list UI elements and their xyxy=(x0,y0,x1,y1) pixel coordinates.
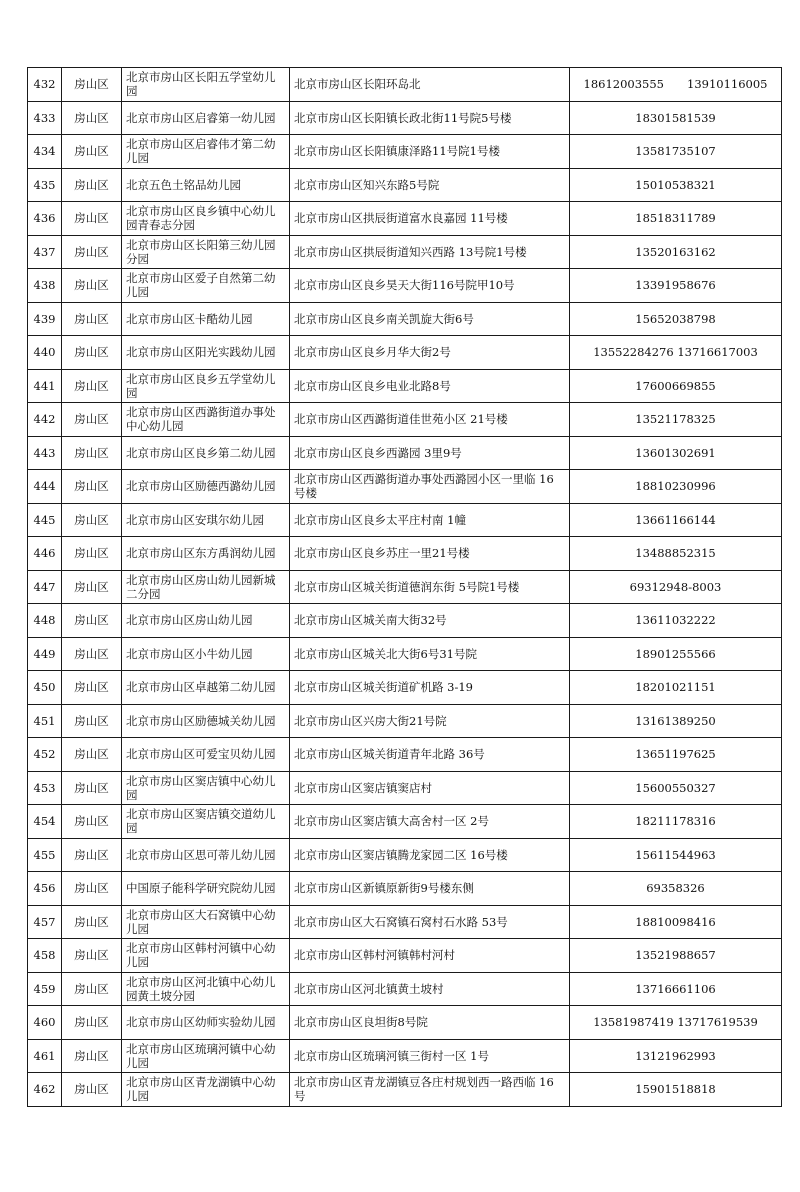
phone-cell: 13651197625 xyxy=(570,738,782,772)
address-cell: 北京市房山区城关北大街6号31号院 xyxy=(290,637,570,671)
kindergarten-name: 北京市房山区长阳第三幼儿园分园 xyxy=(122,235,290,269)
table-row xyxy=(28,570,782,604)
row-number: 459 xyxy=(28,972,62,1006)
address-cell: 北京市房山区琉璃河镇三街村一区 1号 xyxy=(290,1039,570,1073)
kindergarten-name: 北京市房山区思可蒂儿幼儿园 xyxy=(122,838,290,872)
address-cell: 北京市房山区城关街道青年北路 36号 xyxy=(290,738,570,772)
kindergarten-name: 北京市房山区启睿第一幼儿园 xyxy=(122,101,290,135)
row-number: 445 xyxy=(28,503,62,537)
address-cell: 北京市房山区窦店镇腾龙家园二区 16号楼 xyxy=(290,838,570,872)
district-cell: 房山区 xyxy=(62,905,122,939)
kindergarten-name: 北京市房山区爱子自然第二幼儿园 xyxy=(122,269,290,303)
phone-cell: 13661166144 xyxy=(570,503,782,537)
phone-cell: 13552284276 13716617003 xyxy=(570,336,782,370)
district-cell: 房山区 xyxy=(62,604,122,638)
district-cell: 房山区 xyxy=(62,1073,122,1107)
kindergarten-name: 北京市房山区励德西潞幼儿园 xyxy=(122,470,290,504)
phone-cell: 13601302691 xyxy=(570,436,782,470)
kindergarten-name: 北京市房山区安琪尔幼儿园 xyxy=(122,503,290,537)
phone-cell: 69358326 xyxy=(570,872,782,906)
row-number: 440 xyxy=(28,336,62,370)
phone-cell: 18301581539 xyxy=(570,101,782,135)
kindergarten-name: 北京市房山区东方禹润幼儿园 xyxy=(122,537,290,571)
table-row xyxy=(28,1006,782,1040)
kindergarten-name: 北京市房山区阳光实践幼儿园 xyxy=(122,336,290,370)
kindergarten-name: 北京市房山区小牛幼儿园 xyxy=(122,637,290,671)
phone-cell: 15611544963 xyxy=(570,838,782,872)
address-cell: 北京市房山区良乡西潞园 3里9号 xyxy=(290,436,570,470)
phone-cell: 13520163162 xyxy=(570,235,782,269)
table-row xyxy=(28,1039,782,1073)
row-number: 457 xyxy=(28,905,62,939)
district-cell: 房山区 xyxy=(62,436,122,470)
phone-cell: 18201021151 xyxy=(570,671,782,705)
district-cell: 房山区 xyxy=(62,738,122,772)
kindergarten-name: 北京市房山区大石窝镇中心幼儿园 xyxy=(122,905,290,939)
table-row xyxy=(28,671,782,705)
address-cell: 北京市房山区青龙湖镇豆各庄村规划西一路西临 16号 xyxy=(290,1073,570,1107)
address-cell: 北京市房山区良乡昊天大街116号院甲10号 xyxy=(290,269,570,303)
table-row xyxy=(28,838,782,872)
phone-cell: 18211178316 xyxy=(570,805,782,839)
table-row xyxy=(28,436,782,470)
row-number: 443 xyxy=(28,436,62,470)
district-cell: 房山区 xyxy=(62,68,122,102)
table-row xyxy=(28,637,782,671)
table-row xyxy=(28,202,782,236)
phone-cell: 15600550327 xyxy=(570,771,782,805)
phone-cell: 18901255566 xyxy=(570,637,782,671)
table-row xyxy=(28,168,782,202)
row-number: 447 xyxy=(28,570,62,604)
address-cell: 北京市房山区良乡电业北路8号 xyxy=(290,369,570,403)
address-cell: 北京市房山区城关街道德润东街 5号院1号楼 xyxy=(290,570,570,604)
district-cell: 房山区 xyxy=(62,805,122,839)
kindergarten-name: 北京市房山区河北镇中心幼儿园黄土坡分园 xyxy=(122,972,290,1006)
kindergarten-name: 北京市房山区良乡镇中心幼儿园青春志分园 xyxy=(122,202,290,236)
row-number: 452 xyxy=(28,738,62,772)
table-row xyxy=(28,302,782,336)
district-cell: 房山区 xyxy=(62,503,122,537)
row-number: 450 xyxy=(28,671,62,705)
address-cell: 北京市房山区良乡苏庄一里21号楼 xyxy=(290,537,570,571)
table-row xyxy=(28,470,782,504)
kindergarten-name: 中国原子能科学研究院幼儿园 xyxy=(122,872,290,906)
table-row xyxy=(28,738,782,772)
address-cell: 北京市房山区韩村河镇韩村河村 xyxy=(290,939,570,973)
table-row xyxy=(28,403,782,437)
kindergarten-name: 北京市房山区窦店镇中心幼儿园 xyxy=(122,771,290,805)
table-row xyxy=(28,235,782,269)
table-row xyxy=(28,135,782,169)
row-number: 438 xyxy=(28,269,62,303)
address-cell: 北京市房山区窦店镇窦店村 xyxy=(290,771,570,805)
table-row xyxy=(28,905,782,939)
district-cell: 房山区 xyxy=(62,972,122,1006)
address-cell: 北京市房山区新镇原新街9号楼东侧 xyxy=(290,872,570,906)
address-cell: 北京市房山区城关南大街32号 xyxy=(290,604,570,638)
address-cell: 北京市房山区大石窝镇石窝村石水路 53号 xyxy=(290,905,570,939)
district-cell: 房山区 xyxy=(62,838,122,872)
row-number: 460 xyxy=(28,1006,62,1040)
row-number: 432 xyxy=(28,68,62,102)
table-body xyxy=(28,68,782,1107)
row-number: 456 xyxy=(28,872,62,906)
phone-cell: 17600669855 xyxy=(570,369,782,403)
table-row xyxy=(28,269,782,303)
table-row xyxy=(28,604,782,638)
district-cell: 房山区 xyxy=(62,369,122,403)
phone-cell: 13121962993 xyxy=(570,1039,782,1073)
district-cell: 房山区 xyxy=(62,269,122,303)
phone-cell: 15010538321 xyxy=(570,168,782,202)
row-number: 437 xyxy=(28,235,62,269)
kindergarten-name: 北京市房山区房山幼儿园新城二分园 xyxy=(122,570,290,604)
district-cell: 房山区 xyxy=(62,302,122,336)
row-number: 441 xyxy=(28,369,62,403)
district-cell: 房山区 xyxy=(62,939,122,973)
phone-cell: 69312948-8003 xyxy=(570,570,782,604)
district-cell: 房山区 xyxy=(62,168,122,202)
kindergarten-name: 北京市房山区启睿伟才第二幼儿园 xyxy=(122,135,290,169)
phone-cell: 13581987419 13717619539 xyxy=(570,1006,782,1040)
phone-cell: 13391958676 xyxy=(570,269,782,303)
row-number: 435 xyxy=(28,168,62,202)
kindergarten-name: 北京市房山区西潞街道办事处中心幼儿园 xyxy=(122,403,290,437)
district-cell: 房山区 xyxy=(62,704,122,738)
address-cell: 北京市房山区拱辰街道富水良嘉园 11号楼 xyxy=(290,202,570,236)
table-row xyxy=(28,939,782,973)
kindergarten-name: 北京市房山区卡酷幼儿园 xyxy=(122,302,290,336)
district-cell: 房山区 xyxy=(62,537,122,571)
table-row xyxy=(28,503,782,537)
kindergarten-name: 北京五色土铭品幼儿园 xyxy=(122,168,290,202)
row-number: 455 xyxy=(28,838,62,872)
district-cell: 房山区 xyxy=(62,771,122,805)
address-cell: 北京市房山区长阳环岛北 xyxy=(290,68,570,102)
table-row xyxy=(28,972,782,1006)
phone-cell: 13581735107 xyxy=(570,135,782,169)
district-cell: 房山区 xyxy=(62,336,122,370)
table-row xyxy=(28,704,782,738)
district-cell: 房山区 xyxy=(62,872,122,906)
district-cell: 房山区 xyxy=(62,202,122,236)
row-number: 436 xyxy=(28,202,62,236)
table-row xyxy=(28,805,782,839)
phone-cell: 18612003555 13910116005 xyxy=(570,68,782,102)
row-number: 451 xyxy=(28,704,62,738)
district-cell: 房山区 xyxy=(62,403,122,437)
row-number: 444 xyxy=(28,470,62,504)
kindergarten-name: 北京市房山区琉璃河镇中心幼儿园 xyxy=(122,1039,290,1073)
row-number: 448 xyxy=(28,604,62,638)
row-number: 433 xyxy=(28,101,62,135)
table-row xyxy=(28,336,782,370)
kindergarten-name: 北京市房山区幼师实验幼儿园 xyxy=(122,1006,290,1040)
phone-cell: 18810098416 xyxy=(570,905,782,939)
phone-cell: 13716661106 xyxy=(570,972,782,1006)
kindergarten-name: 北京市房山区励德城关幼儿园 xyxy=(122,704,290,738)
address-cell: 北京市房山区长阳镇康泽路11号院1号楼 xyxy=(290,135,570,169)
district-cell: 房山区 xyxy=(62,101,122,135)
phone-cell: 18810230996 xyxy=(570,470,782,504)
address-cell: 北京市房山区良乡太平庄村南 1幢 xyxy=(290,503,570,537)
kindergarten-name: 北京市房山区韩村河镇中心幼儿园 xyxy=(122,939,290,973)
address-cell: 北京市房山区兴房大街21号院 xyxy=(290,704,570,738)
district-cell: 房山区 xyxy=(62,470,122,504)
district-cell: 房山区 xyxy=(62,1006,122,1040)
address-cell: 北京市房山区城关街道矿机路 3-19 xyxy=(290,671,570,705)
phone-cell: 13521178325 xyxy=(570,403,782,437)
address-cell: 北京市房山区拱辰街道知兴西路 13号院1号楼 xyxy=(290,235,570,269)
address-cell: 北京市房山区良乡南关凯旋大街6号 xyxy=(290,302,570,336)
kindergarten-name: 北京市房山区窦店镇交道幼儿园 xyxy=(122,805,290,839)
district-cell: 房山区 xyxy=(62,235,122,269)
district-cell: 房山区 xyxy=(62,135,122,169)
phone-cell: 18518311789 xyxy=(570,202,782,236)
address-cell: 北京市房山区知兴东路5号院 xyxy=(290,168,570,202)
row-number: 442 xyxy=(28,403,62,437)
address-cell: 北京市房山区西潞街道佳世苑小区 21号楼 xyxy=(290,403,570,437)
phone-cell: 15652038798 xyxy=(570,302,782,336)
address-cell: 北京市房山区窦店镇大高舍村一区 2号 xyxy=(290,805,570,839)
row-number: 458 xyxy=(28,939,62,973)
kindergarten-name: 北京市房山区房山幼儿园 xyxy=(122,604,290,638)
table-row xyxy=(28,872,782,906)
table-row xyxy=(28,68,782,102)
kindergarten-name: 北京市房山区良乡第二幼儿园 xyxy=(122,436,290,470)
table-row xyxy=(28,101,782,135)
table-row xyxy=(28,1073,782,1107)
district-cell: 房山区 xyxy=(62,570,122,604)
district-cell: 房山区 xyxy=(62,1039,122,1073)
address-cell: 北京市房山区良乡月华大街2号 xyxy=(290,336,570,370)
kindergarten-name: 北京市房山区青龙湖镇中心幼儿园 xyxy=(122,1073,290,1107)
address-cell: 北京市房山区西潞街道办事处西潞园小区一里临 16号楼 xyxy=(290,470,570,504)
row-number: 446 xyxy=(28,537,62,571)
row-number: 454 xyxy=(28,805,62,839)
district-cell: 房山区 xyxy=(62,671,122,705)
address-cell: 北京市房山区长阳镇长政北街11号院5号楼 xyxy=(290,101,570,135)
phone-cell: 13488852315 xyxy=(570,537,782,571)
table-row xyxy=(28,537,782,571)
phone-cell: 13611032222 xyxy=(570,604,782,638)
address-cell: 北京市房山区河北镇黄土坡村 xyxy=(290,972,570,1006)
kindergarten-name: 北京市房山区长阳五学堂幼儿园 xyxy=(122,68,290,102)
kindergarten-name: 北京市房山区卓越第二幼儿园 xyxy=(122,671,290,705)
row-number: 453 xyxy=(28,771,62,805)
kindergarten-name: 北京市房山区良乡五学堂幼儿园 xyxy=(122,369,290,403)
address-cell: 北京市房山区良坦街8号院 xyxy=(290,1006,570,1040)
district-cell: 房山区 xyxy=(62,637,122,671)
table-row xyxy=(28,369,782,403)
row-number: 461 xyxy=(28,1039,62,1073)
table-row xyxy=(28,771,782,805)
row-number: 434 xyxy=(28,135,62,169)
row-number: 449 xyxy=(28,637,62,671)
phone-cell: 13521988657 xyxy=(570,939,782,973)
kindergarten-table xyxy=(27,67,782,1107)
row-number: 439 xyxy=(28,302,62,336)
row-number: 462 xyxy=(28,1073,62,1107)
phone-cell: 15901518818 xyxy=(570,1073,782,1107)
kindergarten-name: 北京市房山区可爱宝贝幼儿园 xyxy=(122,738,290,772)
phone-cell: 13161389250 xyxy=(570,704,782,738)
